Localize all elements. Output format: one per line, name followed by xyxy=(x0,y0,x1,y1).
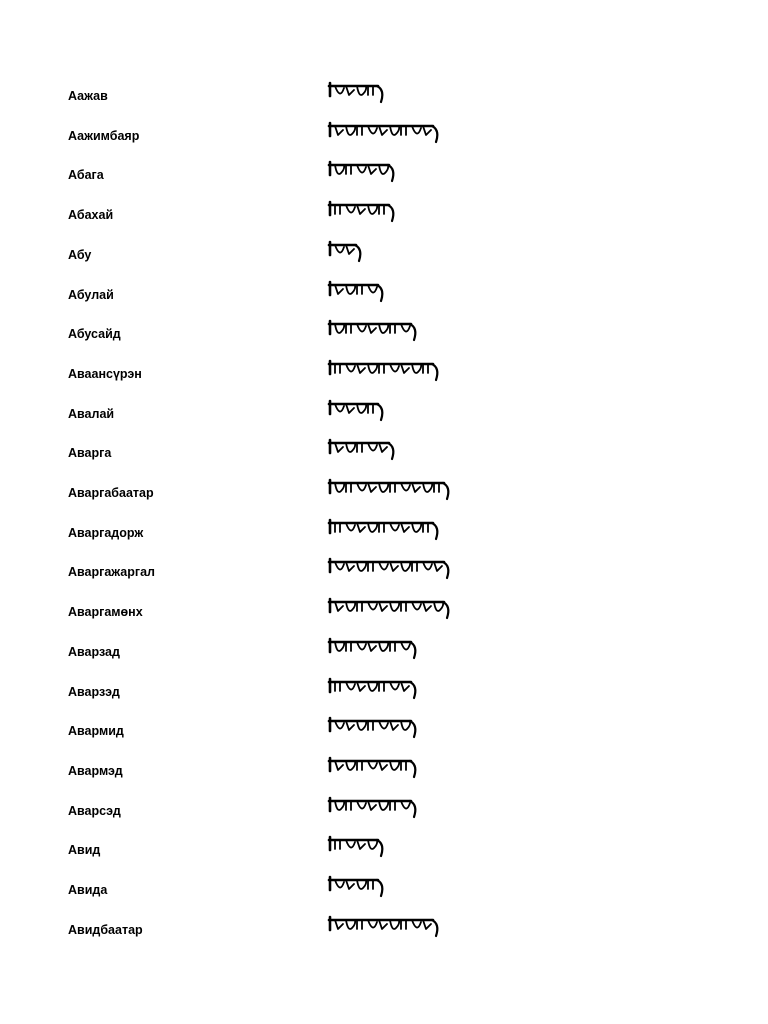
list-item xyxy=(0,634,768,674)
mongolian-script-image xyxy=(326,157,399,193)
list-item xyxy=(0,316,768,356)
cyrillic-name: Абулай xyxy=(68,288,114,302)
mongolian-script-image xyxy=(326,316,421,352)
cyrillic-name: Аварга xyxy=(68,446,112,460)
list-item xyxy=(0,912,768,952)
list-item xyxy=(0,197,768,237)
mongolian-script-image xyxy=(326,515,443,551)
mongolian-script-image xyxy=(326,237,366,273)
cyrillic-name: Абусайд xyxy=(68,327,121,341)
cyrillic-name: Абага xyxy=(68,168,104,182)
mongolian-script-image xyxy=(326,78,388,114)
list-item xyxy=(0,475,768,515)
cyrillic-name: Авид xyxy=(68,843,101,857)
cyrillic-name: Аваргабаатар xyxy=(68,486,154,500)
cyrillic-name: Авида xyxy=(68,883,108,897)
cyrillic-name: Аажимбаяр xyxy=(68,129,140,143)
cyrillic-name: Аварзад xyxy=(68,645,120,659)
list-item xyxy=(0,554,768,594)
cyrillic-name: Авидбаатар xyxy=(68,923,143,937)
list-item xyxy=(0,753,768,793)
list-item xyxy=(0,356,768,396)
mongolian-script-image xyxy=(326,277,388,313)
mongolian-script-image xyxy=(326,872,388,908)
cyrillic-name: Авармид xyxy=(68,724,124,738)
mongolian-script-image xyxy=(326,793,421,829)
mongolian-script-image xyxy=(326,674,421,710)
list-item xyxy=(0,277,768,317)
list-item xyxy=(0,435,768,475)
cyrillic-name: Абу xyxy=(68,248,92,262)
list-item xyxy=(0,594,768,634)
mongolian-script-image xyxy=(326,594,454,630)
list-item xyxy=(0,157,768,197)
mongolian-script-image xyxy=(326,554,454,590)
cyrillic-name: Аваргажаргал xyxy=(68,565,155,579)
mongolian-script-image xyxy=(326,396,388,432)
cyrillic-name: Аваргамөнх xyxy=(68,605,143,619)
cyrillic-name: Аваансүрэн xyxy=(68,367,142,381)
list-item xyxy=(0,793,768,833)
mongolian-script-image xyxy=(326,356,443,392)
mongolian-script-image xyxy=(326,753,421,789)
mongolian-script-image xyxy=(326,912,443,948)
cyrillic-name: Авармэд xyxy=(68,764,123,778)
mongolian-script-image xyxy=(326,435,399,471)
mongolian-script-image xyxy=(326,118,443,154)
list-item xyxy=(0,674,768,714)
list-item xyxy=(0,237,768,277)
mongolian-script-image xyxy=(326,713,421,749)
cyrillic-name: Аажав xyxy=(68,89,108,103)
mongolian-script-image xyxy=(326,832,388,868)
cyrillic-name: Аваргадорж xyxy=(68,526,144,540)
cyrillic-name: Авалай xyxy=(68,407,115,421)
list-item xyxy=(0,396,768,436)
cyrillic-name: Абахай xyxy=(68,208,114,222)
cyrillic-name: Аварзэд xyxy=(68,685,120,699)
list-item xyxy=(0,118,768,158)
mongolian-script-image xyxy=(326,197,399,233)
list-item xyxy=(0,872,768,912)
cyrillic-name: Аварсэд xyxy=(68,804,121,818)
list-item xyxy=(0,832,768,872)
mongolian-script-image xyxy=(326,634,421,670)
list-item xyxy=(0,713,768,753)
list-item xyxy=(0,78,768,118)
mongolian-script-image xyxy=(326,475,454,511)
list-item xyxy=(0,515,768,555)
